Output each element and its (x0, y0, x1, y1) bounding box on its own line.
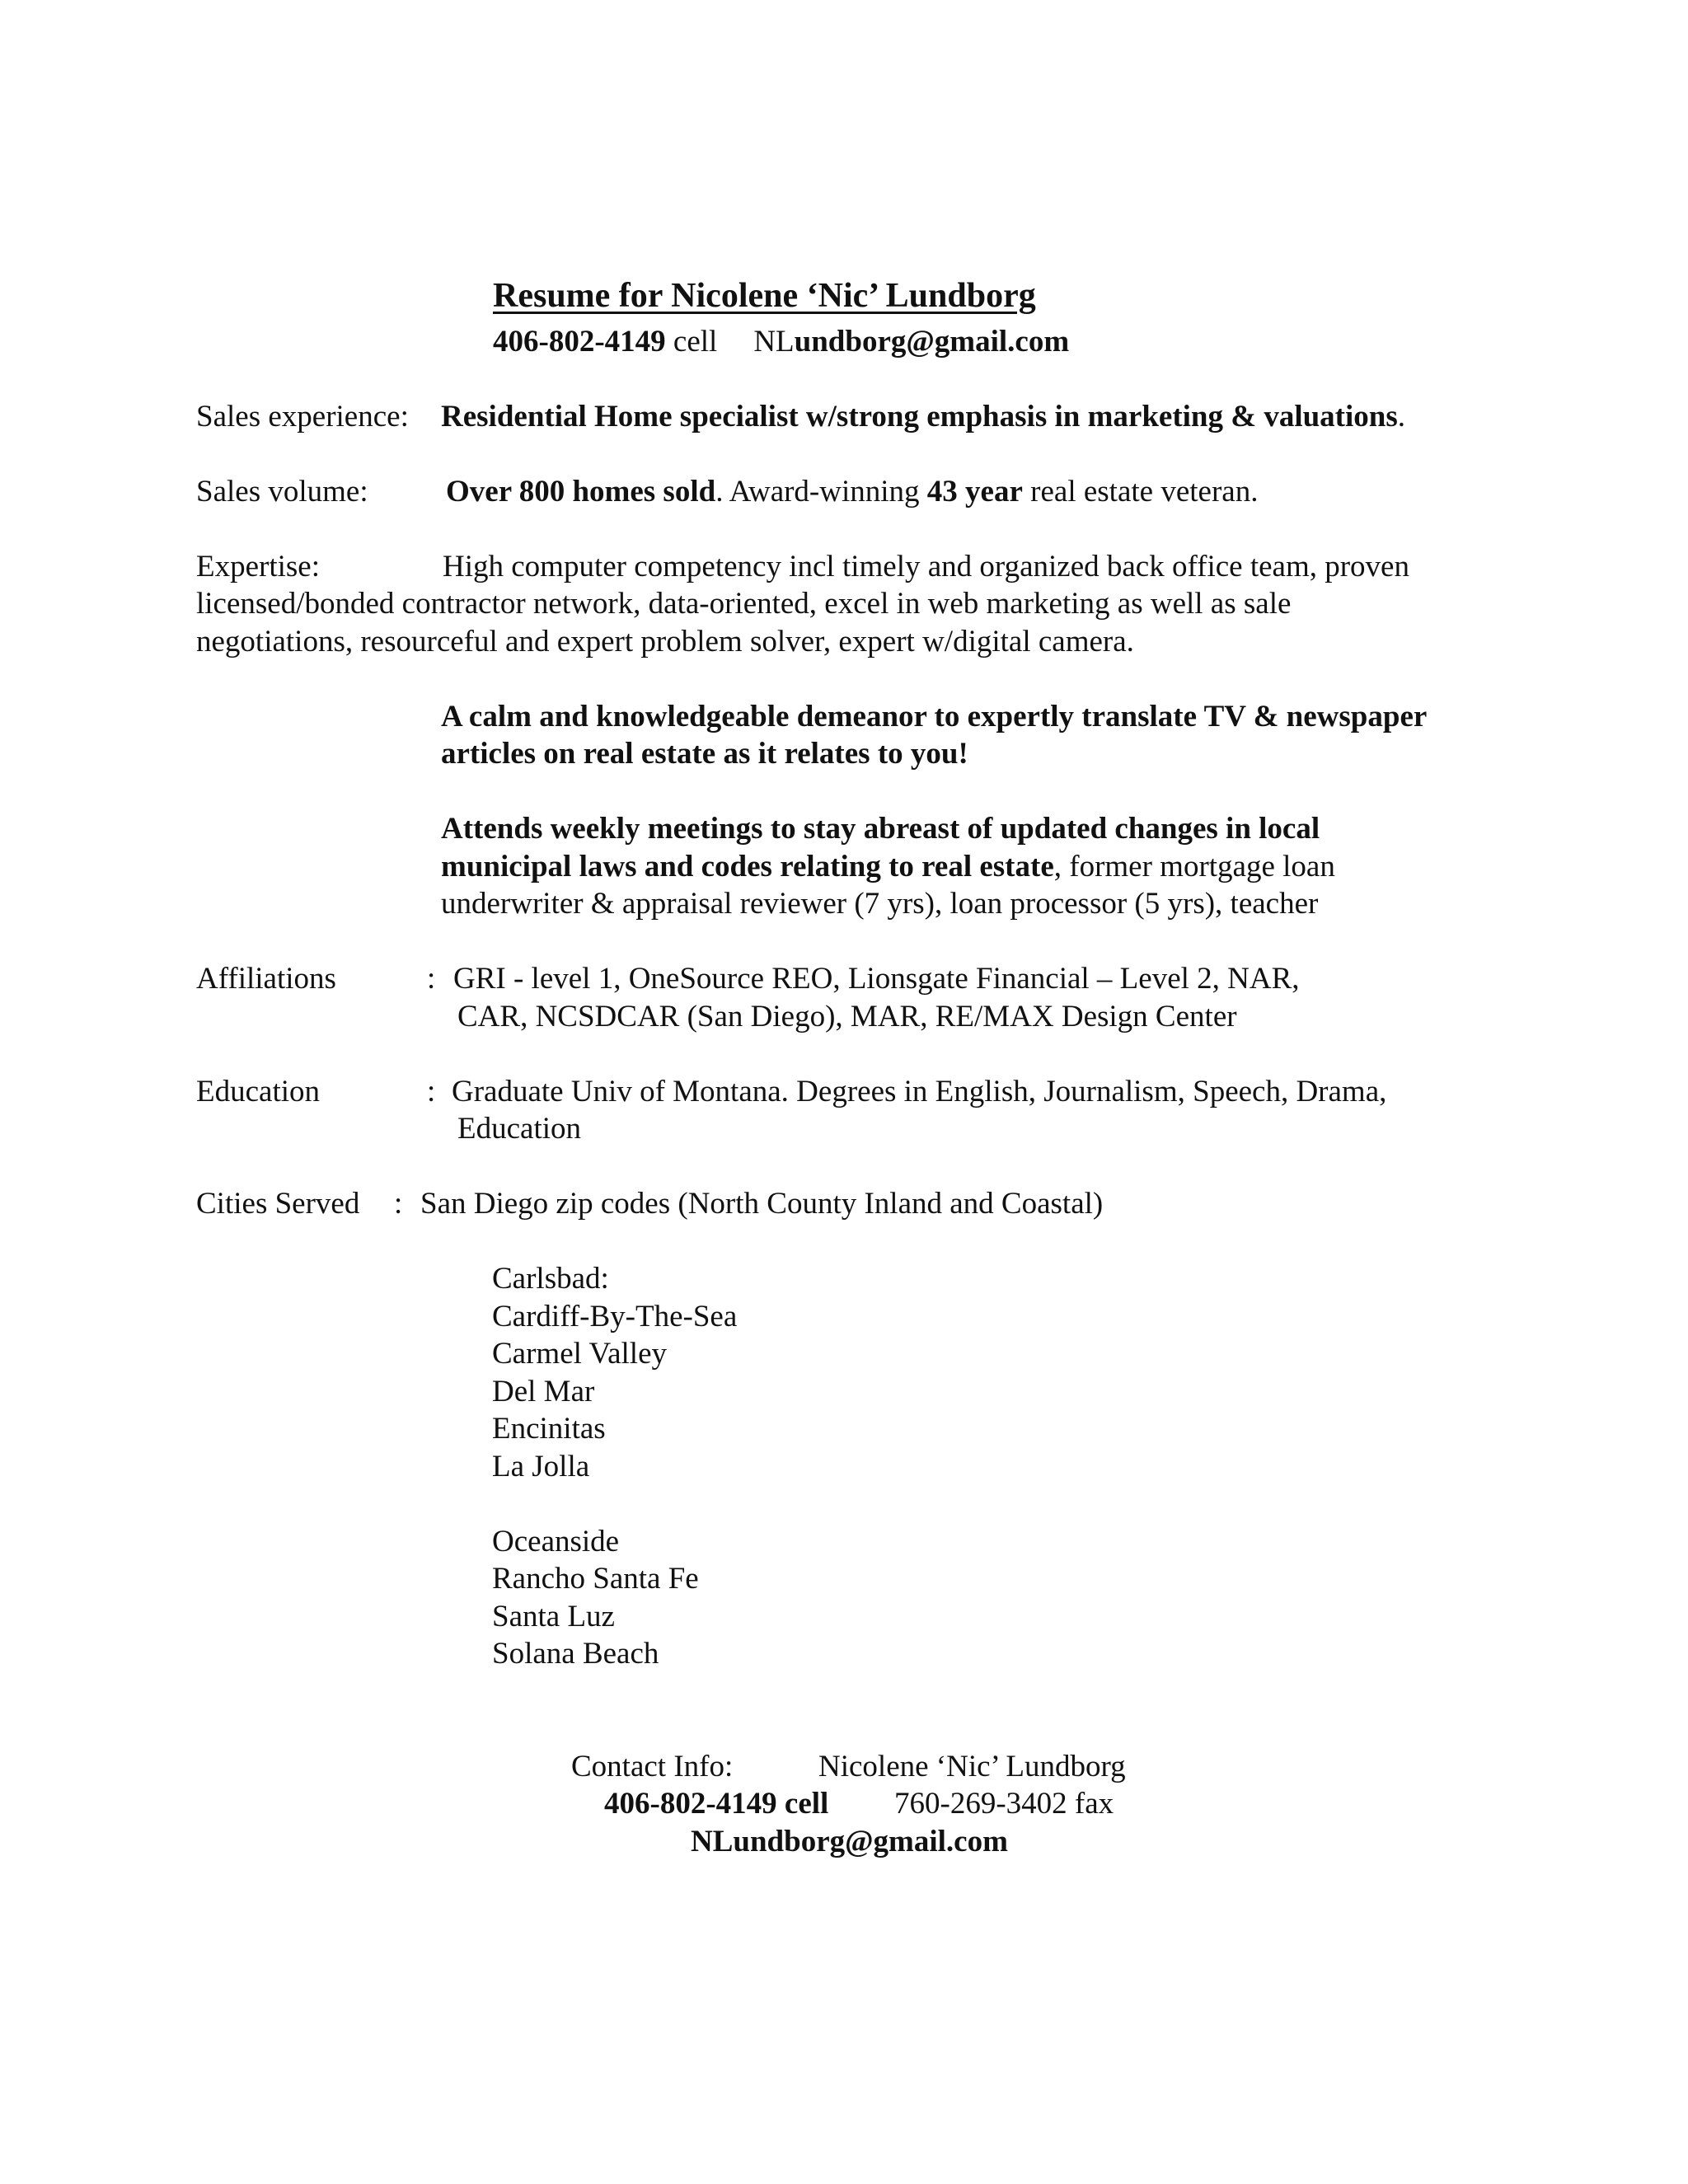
contact-fax: 760-269-3402 fax (894, 1787, 1114, 1821)
education-colon: : (427, 1075, 436, 1108)
education-line-2: Education (457, 1112, 582, 1146)
expertise-para2-line-2: articles on real estate as it relates to you! (441, 737, 968, 771)
expertise-para3-rest: , former mortgage loan (1053, 850, 1335, 883)
list-item: La Jolla (492, 1450, 590, 1483)
header-phone-suffix: cell (665, 325, 718, 359)
sales-volume-label: Sales volume: (196, 475, 368, 509)
header-email-prefix: NL (753, 325, 795, 359)
list-item: Carlsbad: (492, 1262, 609, 1296)
header-phone: 406-802-4149 (493, 325, 666, 359)
list-item: Carmel Valley (492, 1337, 668, 1371)
list-item: Solana Beach (492, 1637, 659, 1671)
sales-experience-label: Sales experience: (196, 400, 409, 434)
list-item: Oceanside (492, 1525, 620, 1558)
list-item: Cardiff-By-The-Sea (492, 1300, 738, 1333)
cities-colon: : (394, 1187, 403, 1221)
sales-volume-value (446, 473, 1258, 511)
affiliations-colon: : (427, 962, 436, 996)
sales-volume-text-1: . Award-winning (715, 475, 927, 509)
contact-label: Contact Info: (571, 1750, 734, 1783)
expertise-para3-line-3: underwriter & appraisal reviewer (7 yrs), loan processor (5 yrs), teacher (441, 887, 1319, 921)
sales-volume-bold-1: Over 800 homes sold (446, 475, 716, 509)
cities-intro: San Diego zip codes (North County Inland and Coastal) (420, 1187, 1104, 1221)
page-title: Resume for Nicolene ‘Nic’ Lundborg (493, 277, 1036, 315)
header-contact-line (493, 323, 1069, 361)
list-item: Santa Luz (492, 1600, 615, 1633)
expertise-line-1: High computer competency incl timely and organized back office team, proven (443, 550, 1409, 583)
expertise-line-3: negotiations, resourceful and expert problem solver, expert w/digital camera. (196, 625, 1134, 658)
sales-experience-text: Residential Home specialist w/strong emphasis in marketing & valuations (441, 400, 1398, 434)
affiliations-line-1: GRI - level 1, OneSource REO, Lionsgate Financial – Level 2, NAR, (453, 962, 1300, 996)
expertise-line-2: licensed/bonded contractor network, data-oriented, excel in web marketing as well as sale (196, 587, 1292, 621)
expertise-label: Expertise: (196, 550, 321, 583)
header-email-rest: undborg@gmail.com (794, 325, 1070, 359)
sales-experience-period: . (1397, 400, 1405, 434)
contact-name: Nicolene ‘Nic’ Lundborg (818, 1750, 1126, 1783)
expertise-para2-line-1: A calm and knowledgeable demeanor to expertly translate TV & newspaper (441, 700, 1428, 733)
sales-experience-value (441, 398, 1405, 436)
expertise-para3-line-1: Attends weekly meetings to stay abreast of updated changes in local (441, 812, 1320, 846)
expertise-para3-bold: municipal laws and codes relating to real estate (441, 850, 1054, 883)
list-item: Encinitas (492, 1412, 606, 1446)
expertise-para3-line-2 (441, 848, 1335, 886)
affiliations-label: Affiliations (196, 962, 336, 996)
affiliations-line-2: CAR, NCSDCAR (San Diego), MAR, RE/MAX Design Center (457, 1000, 1237, 1033)
contact-phone: 406-802-4149 cell (604, 1787, 829, 1821)
cities-label: Cities Served (196, 1187, 360, 1221)
sales-volume-text-2: real estate veteran. (1022, 475, 1259, 509)
list-item: Rancho Santa Fe (492, 1562, 699, 1596)
contact-email: NLundborg@gmail.com (691, 1825, 1008, 1858)
education-line-1: Graduate Univ of Montana. Degrees in English, Journalism, Speech, Drama, (452, 1075, 1387, 1108)
sales-volume-bold-2: 43 year (926, 475, 1023, 509)
education-label: Education (196, 1075, 321, 1108)
list-item: Del Mar (492, 1375, 595, 1408)
